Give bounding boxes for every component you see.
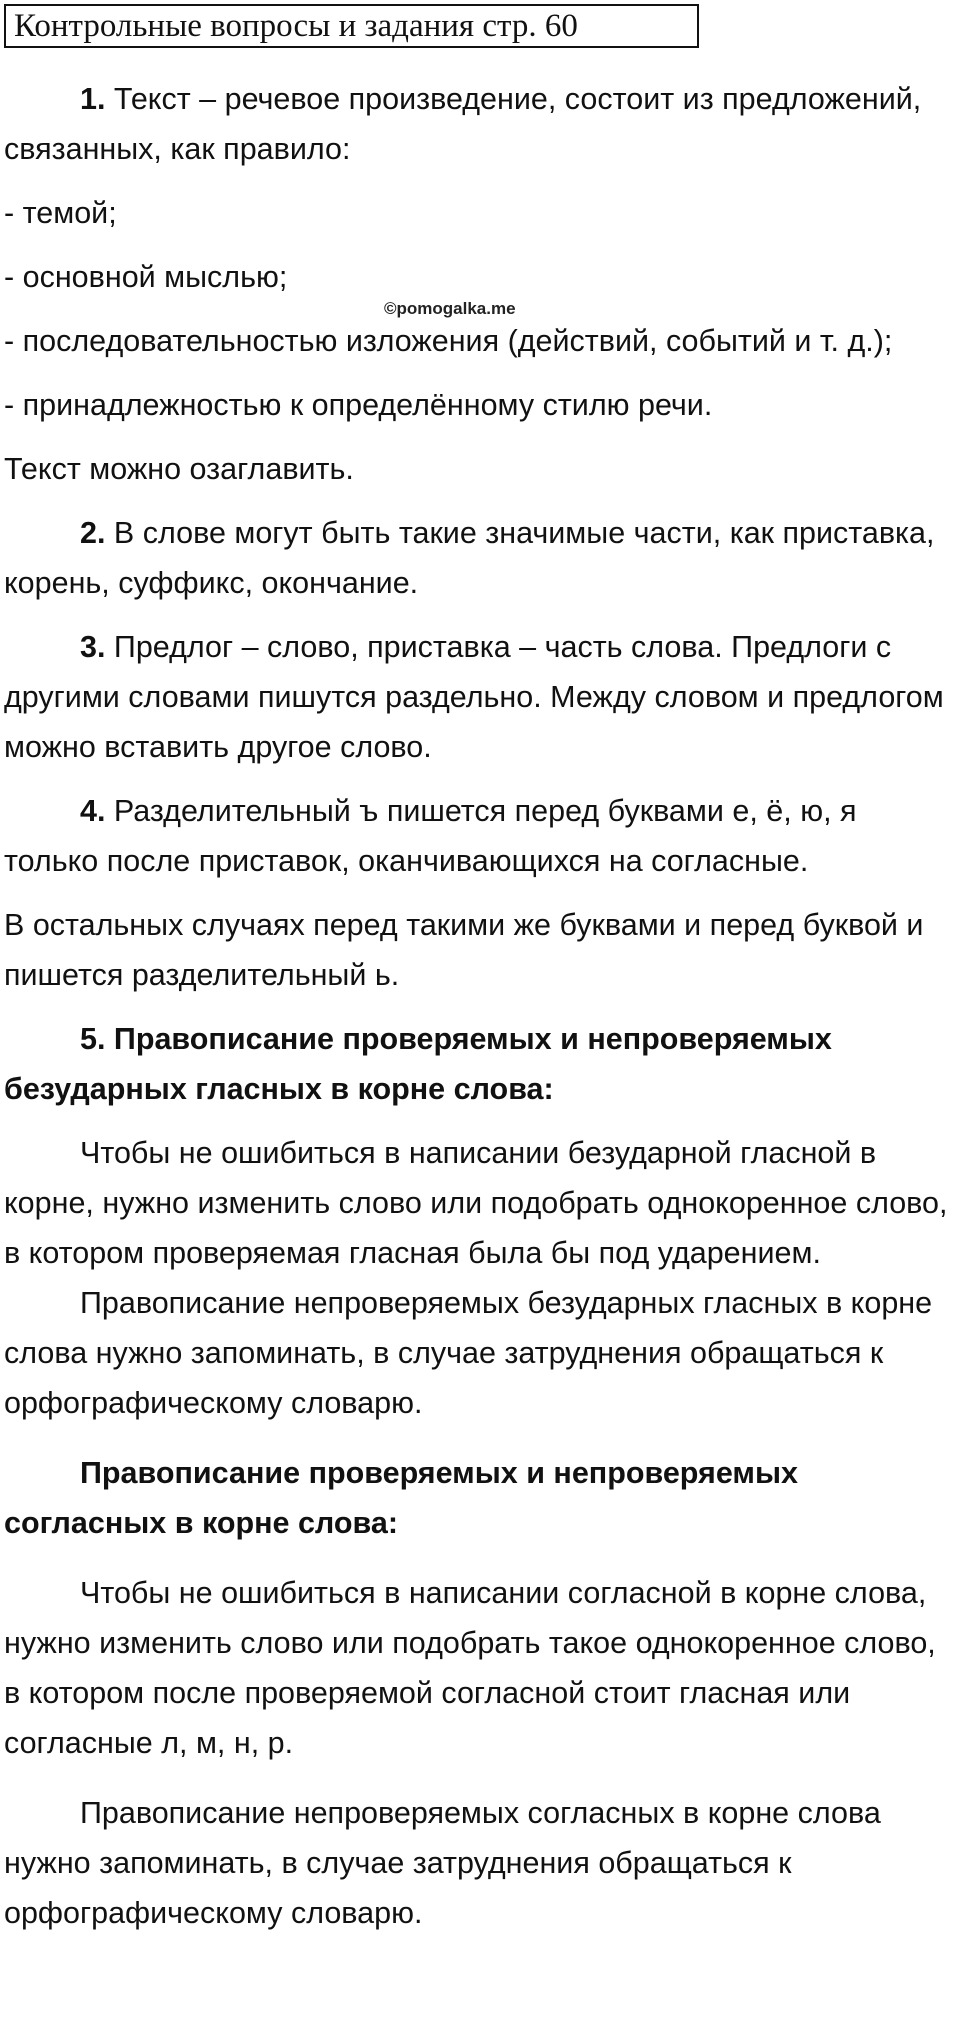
- watermark: ©pomogalka.me: [384, 299, 516, 318]
- answer-number: 2.: [80, 516, 106, 550]
- answer-text: Чтобы не ошибиться в написании согласной в корне слова, нужно изменить слово или подобрать такое однокоренное слово, в котором после проверяемой согласной стоит гласная или согласные л, м, н, р.: [4, 1576, 936, 1760]
- answer-text: Разделительный ъ пишется перед буквами е, ё, ю, я только после приставок, оканчивающихся на согласные.: [4, 794, 857, 878]
- answer-4: [4, 786, 959, 886]
- answer-text: Текст – речевое произведение, состоит из предложений, связанных, как правило:: [4, 82, 922, 166]
- answer-5-subheading: Правописание проверяемых и непроверяемых согласных в корне слова:: [4, 1456, 798, 1540]
- list-item: - основной мыслью;: [4, 260, 288, 294]
- answer-2: [4, 508, 959, 608]
- answer-text: В слове могут быть такие значимые части, как приставка, корень, суффикс, окончание.: [4, 516, 935, 600]
- list-item: - последовательностью изложения (действий, событий и т. д.);: [4, 324, 893, 358]
- list-item: - принадлежностью к определённому стилю речи.: [4, 388, 713, 422]
- answer-text: Правописание непроверяемых согласных в корне слова нужно запоминать, в случае затруднения обращаться к орфографическому словарю.: [4, 1796, 881, 1930]
- answer-5-heading: 5. Правописание проверяемых и непроверяемых безударных гласных в корне слова:: [4, 1022, 832, 1106]
- answer-text: В остальных случаях перед такими же буквами и перед буквой и пишется разделительный ь.: [4, 908, 924, 992]
- answer-number: 3.: [80, 630, 106, 664]
- answer-text: Текст можно озаглавить.: [4, 452, 354, 486]
- page-title: Контрольные вопросы и задания стр. 60: [4, 4, 699, 48]
- answer-3: [4, 622, 959, 772]
- answer-text: Предлог – слово, приставка – часть слова. Предлоги с другими словами пишутся раздельно. Между словом и предлогом можно вставить другое слово.: [4, 630, 944, 764]
- answer-text: Чтобы не ошибиться в написании безударной гласной в корне, нужно изменить слово или подобрать однокоренное слово, в котором проверяемая гласная была бы под ударением.: [4, 1136, 948, 1270]
- list-item: - темой;: [4, 196, 117, 230]
- answer-1: [4, 74, 959, 174]
- answer-number: 4.: [80, 794, 106, 828]
- answer-text: Правописание непроверяемых безударных гласных в корне слова нужно запоминать, в случае затруднения обращаться к орфографическому словарю.: [4, 1286, 933, 1420]
- answer-number: 1.: [80, 82, 106, 116]
- answers-content: [4, 74, 959, 1938]
